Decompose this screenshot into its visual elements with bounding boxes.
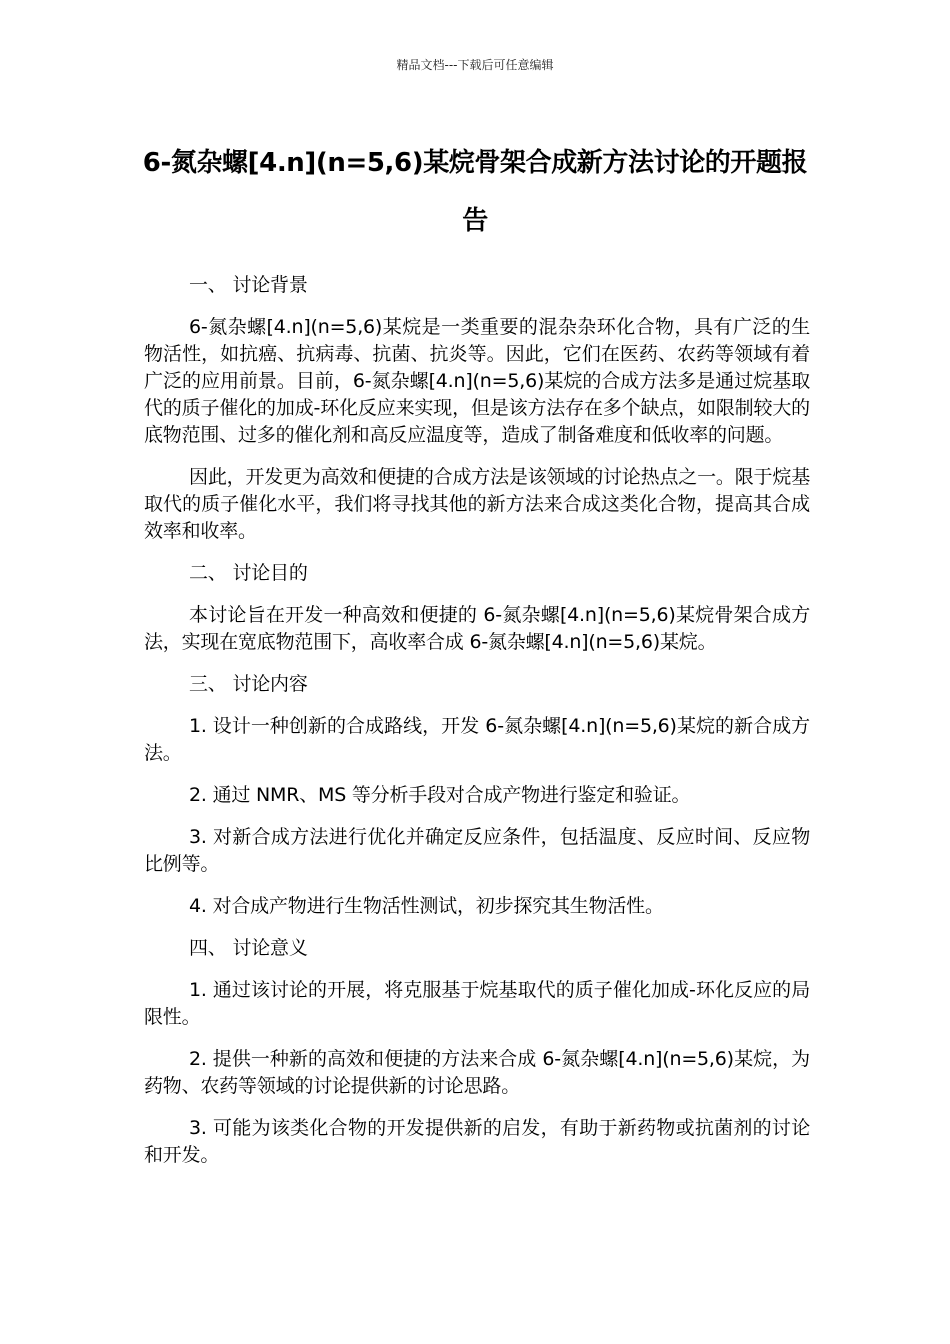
paragraph: 6-氮杂螺[4.n](n=5,6)某烷是一类重要的混杂杂环化合物，具有广泛的生物活性，如抗癌、抗病毒、抗菌、抗炎等。因此，它们在医药、农药等领域有着广泛的应用前景。目前，6-氮杂螺[4.n](n=5,6)某烷的合成方法多是通过烷基取代的质子催化的加成-环化反应来实现，但是该方法存在多个缺点，如限制较大的底物范围、过多的催化剂和高反应温度等，造成了制备难度和低收率的问题。 [144,316,810,446]
document-body [144,272,810,1184]
list-item: 1. 设计一种创新的合成路线，开发 6-氮杂螺[4.n](n=5,6)某烷的新合成方法。 [144,715,810,764]
paragraph: 本讨论旨在开发一种高效和便捷的 6-氮杂螺[4.n](n=5,6)某烷骨架合成方法，实现在宽底物范围下，高收率合成 6-氮杂螺[4.n](n=5,6)某烷。 [144,604,810,653]
document-title: 6-氮杂螺[4.n](n=5,6)某烷骨架合成新方法讨论的开题报告 [142,148,808,236]
section-heading-content: 三、 讨论内容 [189,673,308,695]
list-item: 1. 通过该讨论的开展，将克服基于烷基取代的质子催化加成-环化反应的局限性。 [144,979,810,1028]
list-item: 3. 对新合成方法进行优化并确定反应条件，包括温度、反应时间、反应物比例等。 [144,826,810,875]
section-heading-background: 一、 讨论背景 [189,274,308,296]
list-item: 2. 通过 NMR、MS 等分析手段对合成产物进行鉴定和验证。 [189,784,691,806]
list-item: 2. 提供一种新的高效和便捷的方法来合成 6-氮杂螺[4.n](n=5,6)某烷，为药物、农药等领域的讨论提供新的讨论思路。 [144,1048,810,1097]
section-heading-purpose: 二、 讨论目的 [189,562,308,584]
page-header: 精品文档---下载后可任意编辑 [396,58,554,72]
section-heading-significance: 四、 讨论意义 [189,937,308,959]
list-item: 4. 对合成产物进行生物活性测试，初步探究其生物活性。 [189,895,664,917]
paragraph: 因此，开发更为高效和便捷的合成方法是该领域的讨论热点之一。限于烷基取代的质子催化水平，我们将寻找其他的新方法来合成这类化合物，提高其合成效率和收率。 [144,466,810,542]
list-item: 3. 可能为该类化合物的开发提供新的启发，有助于新药物或抗菌剂的讨论和开发。 [144,1117,810,1166]
